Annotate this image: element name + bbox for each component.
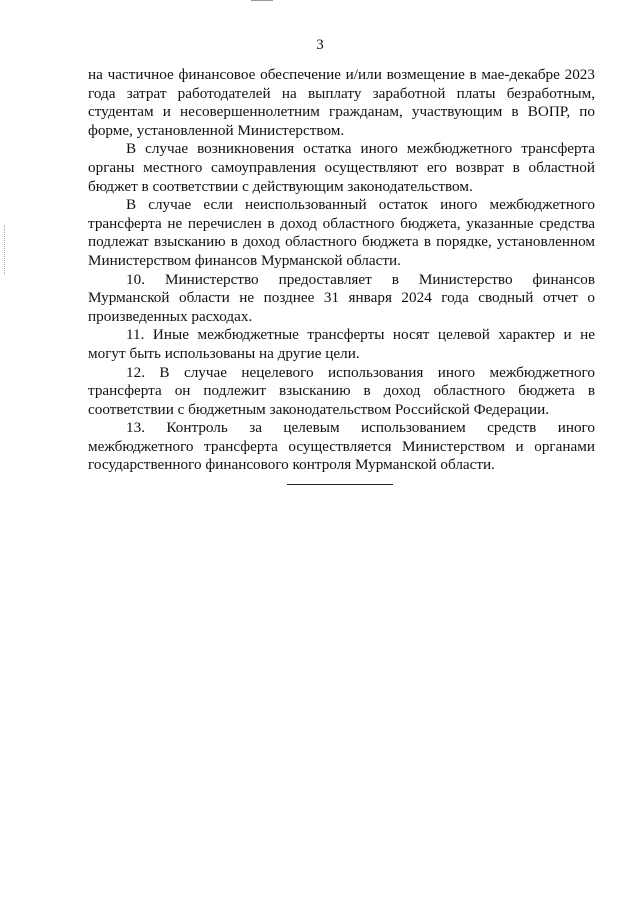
paragraph-item-13: 13. Контроль за целевым использованием средств иного межбюджетного трансферта осуществляется Министерством и органами государственного финансового контроля Мурманской области. xyxy=(88,419,595,474)
paragraph-item-10: 10. Министерство предоставляет в Министерство финансов Мурманской области не позднее 31 января 2024 года сводный отчет о произведенных расходах. xyxy=(88,270,595,325)
paragraph-unpaid-remainder: В случае если неиспользованный остаток иного межбюджетного трансферта не перечислен в доход областного бюджета, указанные средства подлежат взысканию в доход областного бюджета в порядке, установленном Министерством финансов Мурманской области. xyxy=(88,196,595,269)
page-number: 3 xyxy=(316,37,324,53)
scan-mark-side xyxy=(4,225,7,275)
scan-mark-top xyxy=(251,0,273,4)
paragraph-item-11: 11. Иные межбюджетные трансферты носят целевой характер и не могут быть использованы на другие цели. xyxy=(88,326,595,362)
document-body xyxy=(88,66,595,475)
paragraph-remainder-return: В случае возникновения остатка иного межбюджетного трансферта органы местного самоуправления осуществляют его возврат в областной бюджет в соответствии с действующим законодательством. xyxy=(88,140,595,195)
end-of-document-rule xyxy=(287,484,393,485)
paragraph-item-12: 12. В случае нецелевого использования иного межбюджетного трансферта он подлежит взысканию в доход областного бюджета в соответствии с бюджетным законодательством Российской Федерации. xyxy=(88,363,595,418)
paragraph-continuation: на частичное финансовое обеспечение и/или возмещение в мае-декабре 2023 года затрат работодателей на выплату заработной платы безработным, студентам и несовершеннолетним гражданам, участвующим в ВОПР, по форме, установленной Министерством. xyxy=(88,66,595,139)
